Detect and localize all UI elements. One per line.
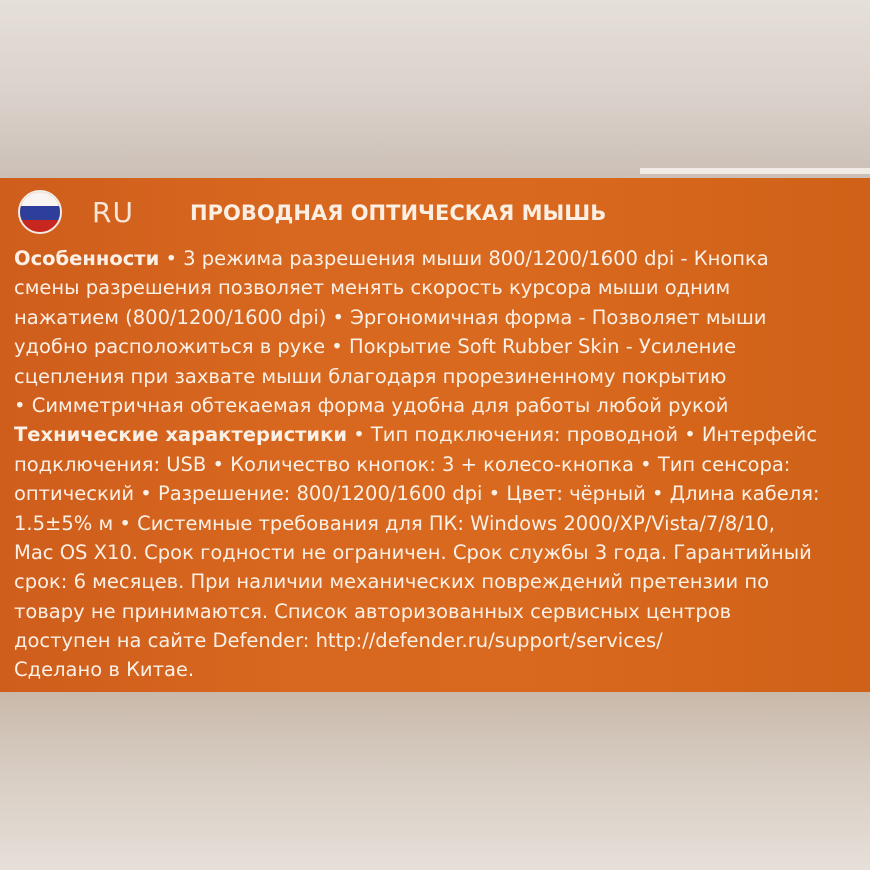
cardboard-bottom [0,692,870,870]
line-text: удобно расположиться в руке • Покрытие Soft Rubber Skin - Усиление [14,335,737,359]
product-title: ПРОВОДНАЯ ОПТИЧЕСКАЯ МЫШЬ [190,201,607,225]
line-text: • Тип подключения: проводной • Интерфейс [347,423,818,447]
text-line [14,332,864,361]
text-line [14,597,864,626]
text-line [14,244,864,273]
line-text: нажатием (800/1200/1600 dpi) • Эргономичная форма - Позволяет мыши [14,305,767,329]
line-text: подключения: USB • Количество кнопок: 3 + колесо-кнопка • Тип сенсора: [14,452,791,476]
text-line [14,273,864,302]
white-edge [640,168,870,174]
section-heading: Особенности [14,247,160,270]
line-text: Mac OS X10. Срок годности не ограничен. Срок службы 3 года. Гарантийный [14,540,812,564]
text-line [14,538,864,567]
cardboard-top [0,0,870,180]
line-text: оптический • Разрешение: 800/1200/1600 dpi • Цвет: чёрный • Длина кабеля: [14,482,820,506]
description-text [14,244,864,685]
text-line [14,362,864,391]
line-text: • 3 режима разрешения мыши 800/1200/1600 dpi - Кнопка [159,247,769,270]
line-text: смены разрешения позволяет менять скорость курсора мыши одним [14,276,731,300]
text-line [14,479,864,508]
text-line [14,420,864,449]
line-text: товару не принимаются. Список авторизованных сервисных центров [14,599,732,623]
language-code: RU [92,196,134,229]
line-text: срок: 6 месяцев. При наличии механических повреждений претензии по [14,570,770,594]
line-text: 1.5±5% м • Системные требования для ПК: Windows 2000/XP/Vista/7/8/10, [14,511,775,535]
text-line [14,391,864,420]
text-line [14,567,864,596]
text-line [14,450,864,479]
text-line [14,655,864,684]
line-text: • Симметричная обтекаемая форма удобна для работы любой рукой [14,393,729,417]
text-line [14,303,864,332]
russian-flag-icon [18,190,62,234]
line-text: Сделано в Китае. [14,658,195,682]
line-text: сцепления при захвате мыши благодаря прорезиненному покрытию [14,364,727,388]
line-text: доступен на сайте Defender: http://defender.ru/support/services/ [14,629,663,653]
section-heading: Технические характеристики [14,423,347,447]
text-line [14,509,864,538]
text-line [14,626,864,655]
